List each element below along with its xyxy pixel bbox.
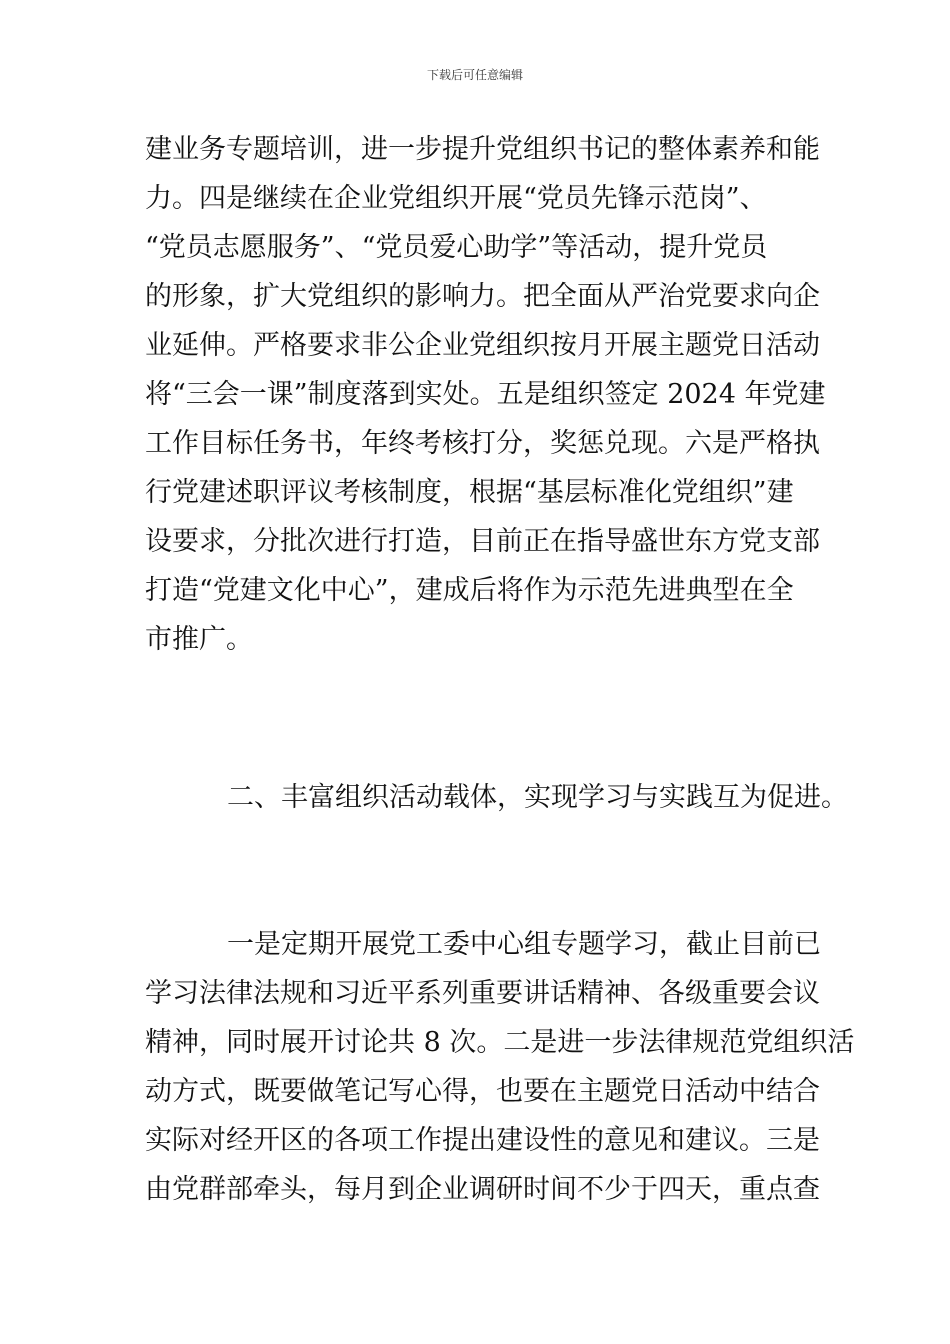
text-line: 实际对经开区的各项工作提出建设性的意见和建议。三是 [145,1125,820,1156]
text-line: 工作目标任务书，年终考核打分，奖惩兑现。六是严格执 [145,428,820,459]
text-line: “党员志愿服务”、“党员爱心助学”等活动，提升党员 [145,232,768,263]
text-line: 一是定期开展党工委中心组专题学习，截止目前已 [227,929,821,960]
text-line: 精神，同时展开讨论共 8 次。二是进一步法律规范党组织活 [145,1027,855,1058]
text-line: 动方式，既要做笔记写心得，也要在主题党日活动中结合 [145,1076,820,1107]
text-line: 建业务专题培训，进一步提升党组织书记的整体素养和能 [145,134,820,165]
text-line: 的形象，扩大党组织的影响力。把全面从严治党要求向企 [145,281,820,312]
text-line: 将“三会一课”制度落到实处。五是组织签定 2024 年党建 [145,379,826,410]
section-heading: 二、丰富组织活动载体，实现学习与实践互为促进。 [227,782,848,813]
page-header-note: 下载后可任意编辑 [426,68,523,82]
text-line: 力。四是继续在企业党组织开展“党员先锋示范岗”、 [145,183,767,214]
text-line: 打造“党建文化中心”，建成后将作为示范先进典型在全 [145,575,794,606]
text-line: 市推广。 [145,624,253,655]
text-line: 由党群部牵头，每月到企业调研时间不少于四天，重点查 [145,1174,820,1205]
text-line: 业延伸。严格要求非公企业党组织按月开展主题党日活动 [145,330,820,361]
text-line: 学习法律法规和习近平系列重要讲话精神、各级重要会议 [145,978,820,1009]
text-line: 设要求，分批次进行打造，目前正在指导盛世东方党支部 [145,526,820,557]
text-line: 行党建述职评议考核制度，根据“基层标准化党组织”建 [145,477,794,508]
